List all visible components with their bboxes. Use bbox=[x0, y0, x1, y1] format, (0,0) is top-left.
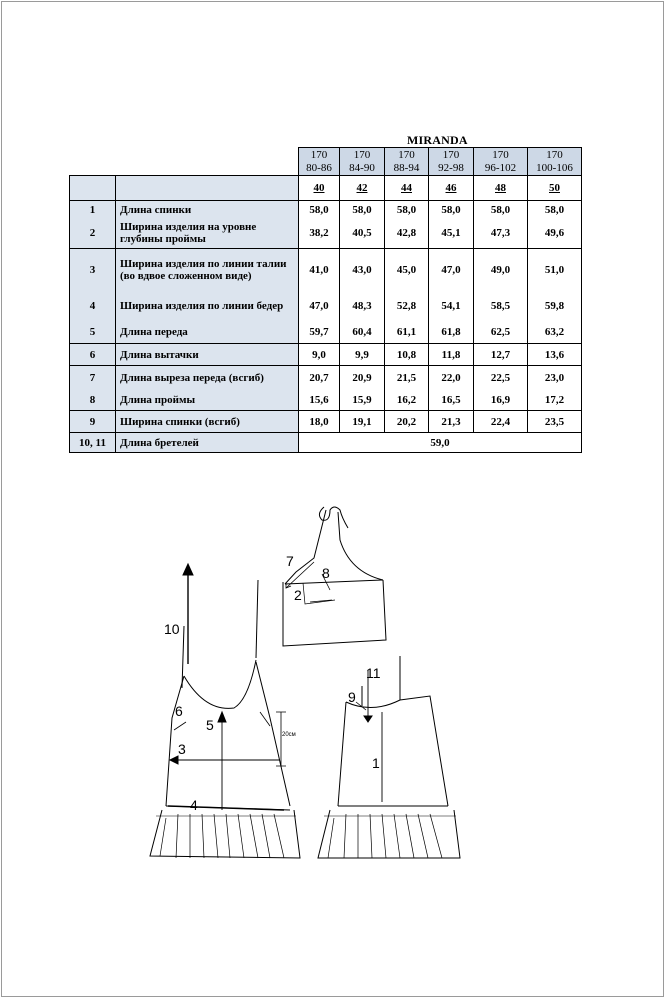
row-value: 43,0 bbox=[340, 249, 385, 291]
row-value: 54,1 bbox=[429, 291, 474, 322]
size-row-label-cell bbox=[116, 176, 299, 201]
size-row bbox=[70, 176, 582, 201]
row-number: 7 bbox=[70, 366, 116, 390]
row-value: 49,0 bbox=[474, 249, 528, 291]
row-value: 20,7 bbox=[299, 366, 340, 390]
row-label: Длина выреза переда (всгиб) bbox=[116, 366, 299, 390]
size-value: 42 bbox=[340, 176, 385, 201]
strap-detail-sketch bbox=[283, 507, 386, 646]
size-value: 46 bbox=[429, 176, 474, 201]
row-value: 42,8 bbox=[385, 219, 429, 249]
row-value: 58,0 bbox=[340, 201, 385, 219]
sketch-label: 3 bbox=[178, 741, 186, 757]
header-height: 170 bbox=[474, 148, 528, 162]
row-value: 13,6 bbox=[528, 344, 582, 366]
size-value: 50 bbox=[528, 176, 582, 201]
table-row bbox=[70, 433, 582, 453]
row-label: Ширина изделия по линии бедер bbox=[116, 291, 299, 322]
row-value: 47,0 bbox=[299, 291, 340, 322]
row-value: 21,5 bbox=[385, 366, 429, 390]
size-value: 44 bbox=[385, 176, 429, 201]
row-label: Длина переда bbox=[116, 322, 299, 344]
row-value: 48,3 bbox=[340, 291, 385, 322]
row-value: 38,2 bbox=[299, 219, 340, 249]
table-row bbox=[70, 291, 582, 322]
row-number: 8 bbox=[70, 390, 116, 411]
row-label: Длина проймы bbox=[116, 390, 299, 411]
sketch-dart-label: 20см bbox=[282, 732, 296, 738]
row-value: 49,6 bbox=[528, 219, 582, 249]
row-number: 9 bbox=[70, 411, 116, 433]
table-row bbox=[70, 201, 582, 219]
table-row bbox=[70, 249, 582, 291]
row-value: 21,3 bbox=[429, 411, 474, 433]
row-value: 22,0 bbox=[429, 366, 474, 390]
row-value: 20,2 bbox=[385, 411, 429, 433]
row-value: 58,0 bbox=[429, 201, 474, 219]
sketch-label: 1 bbox=[372, 755, 380, 771]
row-value: 10,8 bbox=[385, 344, 429, 366]
table-row bbox=[70, 322, 582, 344]
brand-title: MIRANDA bbox=[407, 133, 468, 147]
sketch-label: 9 bbox=[348, 689, 356, 705]
header-range: 96-102 bbox=[474, 162, 528, 176]
row-value: 16,2 bbox=[385, 390, 429, 411]
row-merged-value: 59,0 bbox=[299, 433, 582, 453]
row-value: 11,8 bbox=[429, 344, 474, 366]
header-range: 100-106 bbox=[528, 162, 582, 176]
row-value: 58,0 bbox=[474, 201, 528, 219]
row-value: 15,9 bbox=[340, 390, 385, 411]
header-height: 170 bbox=[385, 148, 429, 162]
row-value: 59,8 bbox=[528, 291, 582, 322]
sketch-label: 6 bbox=[175, 703, 183, 719]
garment-sketch bbox=[0, 480, 667, 880]
row-value: 17,2 bbox=[528, 390, 582, 411]
row-value: 18,0 bbox=[299, 411, 340, 433]
size-value: 40 bbox=[299, 176, 340, 201]
row-value: 61,1 bbox=[385, 322, 429, 344]
row-number: 5 bbox=[70, 322, 116, 344]
row-value: 58,5 bbox=[474, 291, 528, 322]
header-range: 88-94 bbox=[385, 162, 429, 176]
row-value: 58,0 bbox=[299, 201, 340, 219]
size-row-num-cell bbox=[70, 176, 116, 201]
row-value: 41,0 bbox=[299, 249, 340, 291]
row-value: 22,4 bbox=[474, 411, 528, 433]
row-value: 9,9 bbox=[340, 344, 385, 366]
row-value: 61,8 bbox=[429, 322, 474, 344]
row-number: 2 bbox=[70, 219, 116, 249]
row-value: 23,0 bbox=[528, 366, 582, 390]
row-label: Длина бретелей bbox=[116, 433, 299, 453]
row-value: 62,5 bbox=[474, 322, 528, 344]
row-number: 1 bbox=[70, 201, 116, 219]
table-row bbox=[70, 366, 582, 390]
row-value: 47,3 bbox=[474, 219, 528, 249]
row-value: 60,4 bbox=[340, 322, 385, 344]
header-height: 170 bbox=[299, 148, 340, 162]
table-row bbox=[70, 219, 582, 249]
size-table bbox=[69, 147, 582, 453]
size-value: 48 bbox=[474, 176, 528, 201]
table-row bbox=[70, 390, 582, 411]
header-range-row bbox=[70, 162, 582, 176]
row-value: 59,7 bbox=[299, 322, 340, 344]
row-value: 52,8 bbox=[385, 291, 429, 322]
row-value: 16,5 bbox=[429, 390, 474, 411]
table-row bbox=[70, 344, 582, 366]
header-range: 84-90 bbox=[340, 162, 385, 176]
row-value: 15,6 bbox=[299, 390, 340, 411]
row-value: 19,1 bbox=[340, 411, 385, 433]
row-label: Длина вытачки bbox=[116, 344, 299, 366]
row-value: 16,9 bbox=[474, 390, 528, 411]
row-value: 22,5 bbox=[474, 366, 528, 390]
row-value: 51,0 bbox=[528, 249, 582, 291]
sketch-label: 7 bbox=[286, 553, 294, 569]
row-number: 3 bbox=[70, 249, 116, 291]
row-number: 6 bbox=[70, 344, 116, 366]
row-label: Ширина изделия на уровне глубины проймы bbox=[116, 219, 299, 249]
sketch-label: 5 bbox=[206, 717, 214, 733]
row-value: 9,0 bbox=[299, 344, 340, 366]
sketch-label: 10 bbox=[164, 621, 180, 637]
row-value: 40,5 bbox=[340, 219, 385, 249]
row-value: 58,0 bbox=[528, 201, 582, 219]
row-number: 10, 11 bbox=[70, 433, 116, 453]
sketch-label: 4 bbox=[190, 797, 198, 813]
back-view-sketch bbox=[318, 656, 460, 858]
sketch-label: 8 bbox=[322, 565, 330, 581]
header-height-row bbox=[70, 148, 582, 162]
row-number: 4 bbox=[70, 291, 116, 322]
row-value: 20,9 bbox=[340, 366, 385, 390]
row-value: 63,2 bbox=[528, 322, 582, 344]
sketch-label: 2 bbox=[294, 587, 302, 603]
row-value: 45,0 bbox=[385, 249, 429, 291]
row-value: 12,7 bbox=[474, 344, 528, 366]
row-value: 23,5 bbox=[528, 411, 582, 433]
row-value: 58,0 bbox=[385, 201, 429, 219]
header-height: 170 bbox=[528, 148, 582, 162]
row-label: Ширина спинки (всгиб) bbox=[116, 411, 299, 433]
header-range: 80-86 bbox=[299, 162, 340, 176]
row-label: Длина спинки bbox=[116, 201, 299, 219]
row-value: 47,0 bbox=[429, 249, 474, 291]
header-range: 92-98 bbox=[429, 162, 474, 176]
table-row bbox=[70, 411, 582, 433]
row-value: 45,1 bbox=[429, 219, 474, 249]
header-height: 170 bbox=[340, 148, 385, 162]
sketch-label: 11 bbox=[366, 665, 381, 681]
header-height: 170 bbox=[429, 148, 474, 162]
row-label: Ширина изделия по линии талии (во вдвое сложенном виде) bbox=[116, 249, 299, 291]
